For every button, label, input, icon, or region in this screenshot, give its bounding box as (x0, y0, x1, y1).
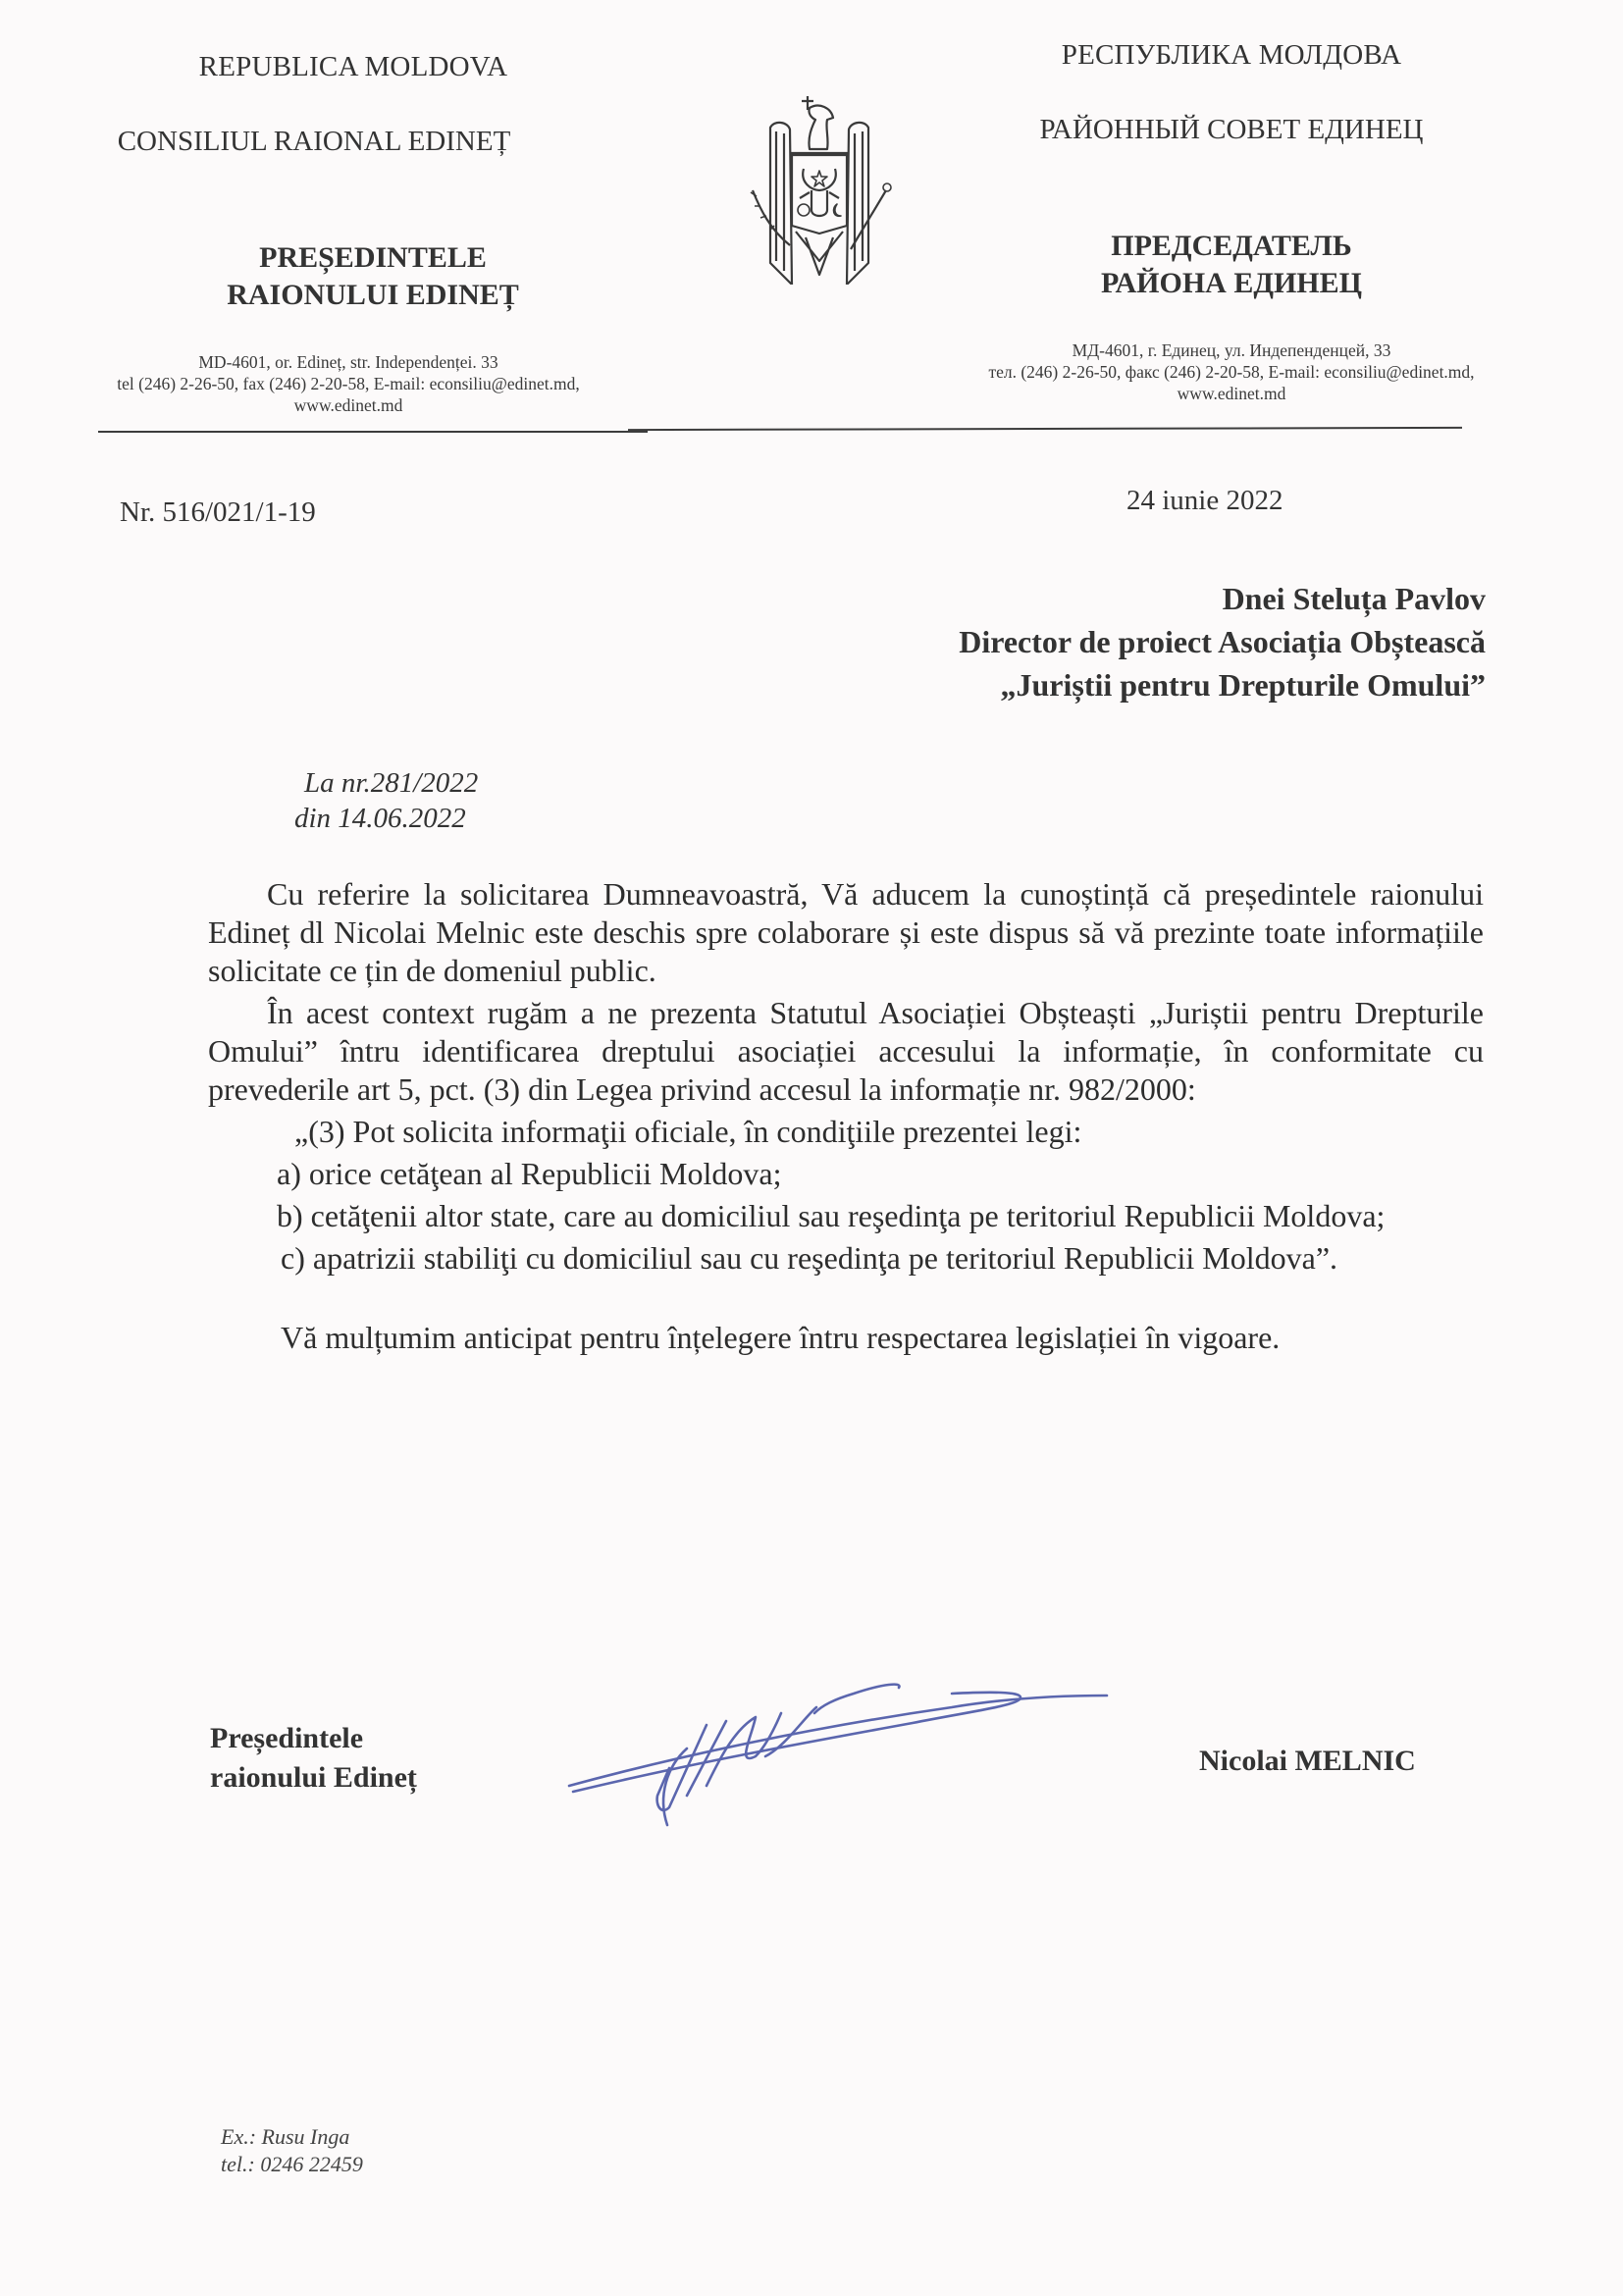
header-right-council: РАЙОННЫЙ СОВЕТ ЕДИНЕЦ (1039, 114, 1424, 145)
header-left-country: REPUBLICA MOLDOVA (198, 51, 508, 82)
header-right-title-line2: РАЙОНА ЕДИНЕЦ (1101, 267, 1362, 299)
executor-info (221, 2123, 363, 2178)
signatory-name: Nicolai MELNIC (1199, 1745, 1416, 1777)
header-divider-left (98, 431, 648, 433)
header-left-council-wrap (39, 126, 589, 158)
header-right-address-line2: тел. (246) 2-26-50, факс (246) 2-20-58, E-mail: econsiliu@edinet.md, (988, 362, 1475, 382)
header-left-address-line1: MD-4601, or. Edineț, str. Independenței. 33 (198, 352, 498, 372)
header-left-title (98, 239, 648, 314)
header-left-address-line3: www.edinet.md (293, 395, 403, 415)
law-item-c: c) apatrizii stabiliţi cu domiciliul sau cu reşedinţa pe teritoriul Republicii Moldova”. (281, 1240, 1338, 1276)
addressee-block (602, 577, 1486, 706)
incoming-reference (294, 765, 478, 836)
header-right-address (942, 339, 1521, 404)
header-left-address-line2: tel (246) 2-26-50, fax (246) 2-20-58, E-mail: econsiliu@edinet.md, (117, 374, 580, 393)
letter-date: 24 iunie 2022 (1126, 485, 1283, 516)
law-item-a: a) orice cetăţean al Republicii Moldova; (277, 1156, 782, 1191)
addressee-position: Director de proiect Asociația Obștească (959, 624, 1486, 659)
executor-name: Ex.: Rusu Inga (221, 2124, 350, 2149)
header-right-title-line1: ПРЕДСЕДАТЕЛЬ (1111, 230, 1352, 262)
executor-phone: tel.: 0246 22459 (221, 2152, 363, 2176)
header-right-title (971, 228, 1492, 302)
header-right-country: РЕСПУБЛИКА МОЛДОВА (1061, 39, 1402, 71)
body-paragraph-1: Cu referire la solicitarea Dumneavoastră, Vă aducem la cunoștință că președintele raionului Edineț dl Nicolai Melnic este deschis spre colaborare și este dispus să vă prezinte toate informațiile solicitate ce țin de domeniul public. (208, 876, 1484, 988)
header-left-title-line2: RAIONULUI EDINEȚ (227, 279, 519, 311)
header-left-council: CONSILIUL RAIONAL EDINEȚ (117, 126, 511, 157)
incoming-reference-date: din 14.06.2022 (294, 803, 466, 834)
addressee-organization: „Juriștii pentru Drepturile Omului” (1000, 667, 1486, 703)
law-quote-intro: „(3) Pot solicita informaţii oficiale, în condiţiile prezentei legi: (294, 1114, 1082, 1149)
header-right-council-wrap (971, 114, 1492, 146)
header-divider-right (628, 427, 1462, 431)
body-paragraph-2: În acest context rugăm a ne prezenta Statutul Asociației Obșteaști „Juriștii pentru Drepturile Omului” întru identificarea dreptului asociației accesului la informație, în conformitate cu prevederile art 5, pct. (3) din Legea privind accesul la informație nr. 982/2000: (208, 995, 1484, 1107)
handwritten-signature-icon (559, 1648, 1109, 1845)
header-left-title-line1: PREȘEDINTELE (259, 241, 487, 274)
header-right-address-line3: www.edinet.md (1177, 384, 1286, 403)
addressee-name: Dnei Steluța Pavlov (1222, 581, 1486, 616)
signatory-role (210, 1719, 417, 1798)
outgoing-number: Nr. 516/021/1-19 (120, 496, 316, 528)
header-right (971, 39, 1492, 72)
signatory-role-line2: raionului Edineț (210, 1761, 417, 1794)
signatory-role-line1: Președintele (210, 1722, 364, 1754)
moldova-coat-of-arms-icon (731, 88, 908, 285)
closing-paragraph: Vă mulțumim anticipat pentru înțelegere întru respectarea legislației în vigoare. (281, 1320, 1281, 1355)
header-right-address-line1: МД-4601, г. Единец, ул. Индепенденцей, 33 (1072, 340, 1391, 360)
letter-body (208, 875, 1484, 1357)
header-left (79, 51, 628, 83)
incoming-reference-number: La nr.281/2022 (304, 767, 479, 799)
law-item-b: b) cetăţenii altor state, care au domiciliul sau reşedinţa pe teritoriul Republicii Moldova; (277, 1198, 1386, 1233)
header-left-address (59, 351, 638, 416)
